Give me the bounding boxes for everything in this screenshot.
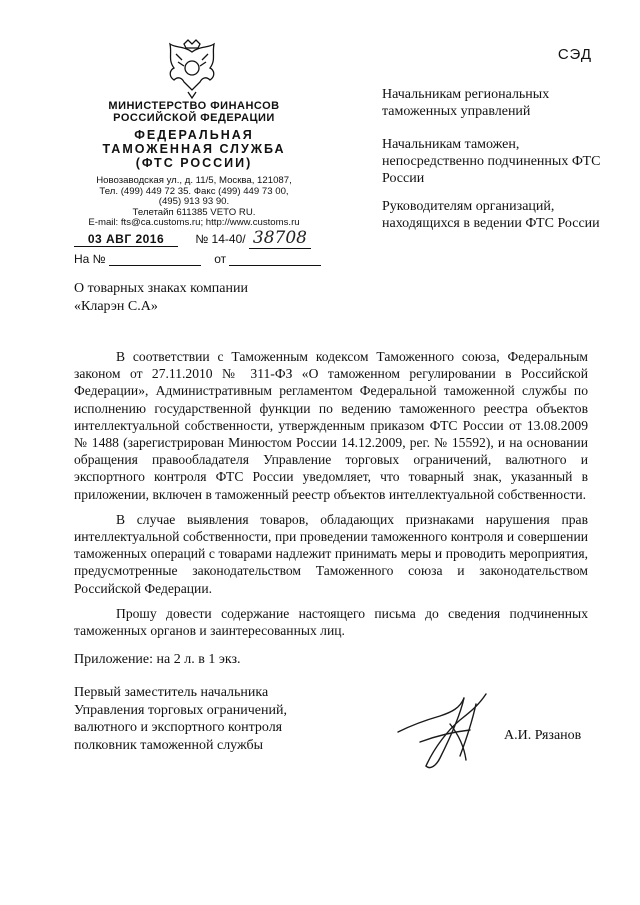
- address-line-4: Телетайп 611385 VETO RU.: [132, 206, 256, 218]
- coat-of-arms-emblem-icon: [162, 38, 222, 100]
- reply-from-label: от: [214, 252, 227, 266]
- body-paragraph-2: В случае выявления товаров, обладающих признаками нарушения прав интеллектуальной собственности, при проведении таможенного контроля и совершении таможенных операций с товарами надлежит принимать меры и проводить мероприятия, предусмотренные законодательством Таможенного союза и законодательством Российской Федерации.: [74, 511, 588, 596]
- ministry-line-2: РОССИЙСКОЙ ФЕДЕРАЦИИ: [113, 112, 275, 124]
- signer-line-1: Первый заместитель начальника: [74, 685, 269, 700]
- address-line-5: E-mail: fts@ca.customs.ru; http://www.customs.ru: [88, 217, 300, 228]
- letter-number-prefix: № 14-40/: [195, 232, 246, 246]
- service-line-1: ФЕДЕРАЛЬНАЯ: [134, 128, 254, 142]
- signer-line-3: валютного и экспортного контроля: [74, 720, 283, 735]
- addressee-organizations: Руководителям организаций, находящихся в ведении ФТС России: [382, 199, 600, 231]
- signer-name: А.И. Рязанов: [504, 728, 582, 743]
- body-paragraph-1: В соответствии с Таможенным кодексом Таможенного союза, Федеральным законом от 27.11.2010 № 311-ФЗ «О таможенном регулировании в Российской Федерации», Административным регламентом Федеральной таможенной службы по исполнению государственной функции по ведению таможенного реестра объектов интеллектуальной собственности, утвержденным приказом ФТС России от 13.08.2009 № 1488 (зарегистрирован Минюстом России 14.12.2009, рег. № 15592), и на основании обращения правообладателя Управление торговых ограничений, валютного и экспортного контроля ФТС России уведомляет, что товарный знак, указанный в приложении, включен в таможенный реестр объектов интеллектуальной собственности.: [74, 349, 588, 502]
- subject-line-2: «Кларэн С.А»: [74, 299, 158, 314]
- address-line-3: (495) 913 93 90.: [158, 196, 230, 207]
- registration-line: [74, 228, 311, 248]
- reply-from-blank: [229, 253, 321, 266]
- service-name: [74, 128, 314, 170]
- sed-mark: СЭД: [557, 46, 592, 63]
- ministry-name: [74, 100, 314, 124]
- letter-body: [74, 348, 588, 647]
- signer-line-4: полковник таможенной службы: [74, 737, 264, 753]
- subject-line-1: О товарных знаках компании: [74, 281, 248, 296]
- signer-line-2: Управления торговых ограничений,: [74, 702, 287, 718]
- letter-subject: [74, 280, 248, 316]
- handwritten-signature: [390, 686, 500, 776]
- addressee-regional: Начальникам региональных таможенных управлений: [382, 87, 550, 119]
- reply-number-label: На №: [74, 252, 106, 266]
- signer-position: [74, 684, 287, 754]
- service-line-2: ТАМОЖЕННАЯ СЛУЖБА: [102, 142, 286, 156]
- service-line-3: (ФТС РОССИИ): [135, 156, 253, 170]
- address-line-2: Тел. (499) 449 72 35. Факс (499) 449 73 00,: [99, 185, 289, 197]
- letter-date: 03 АВГ 2016: [74, 232, 178, 247]
- reply-reference-line: [74, 252, 321, 266]
- addressee-customs: Начальникам таможен, непосредственно подчиненных ФТС России: [382, 137, 601, 186]
- address-line-1: Новозаводская ул., д. 11/5, Москва, 121087,: [96, 175, 292, 186]
- service-address: [74, 176, 314, 229]
- attachment-note: Приложение: на 2 л. в 1 экз.: [74, 652, 241, 667]
- letter-number-handwritten: 38708: [249, 228, 311, 249]
- reply-number-blank: [109, 253, 201, 266]
- body-paragraph-3: Прошу довести содержание настоящего письма до сведения подчиненных таможенных органов и заинтересованных лиц.: [74, 605, 588, 639]
- ministry-line-1: МИНИСТЕРСТВО ФИНАНСОВ: [108, 100, 280, 112]
